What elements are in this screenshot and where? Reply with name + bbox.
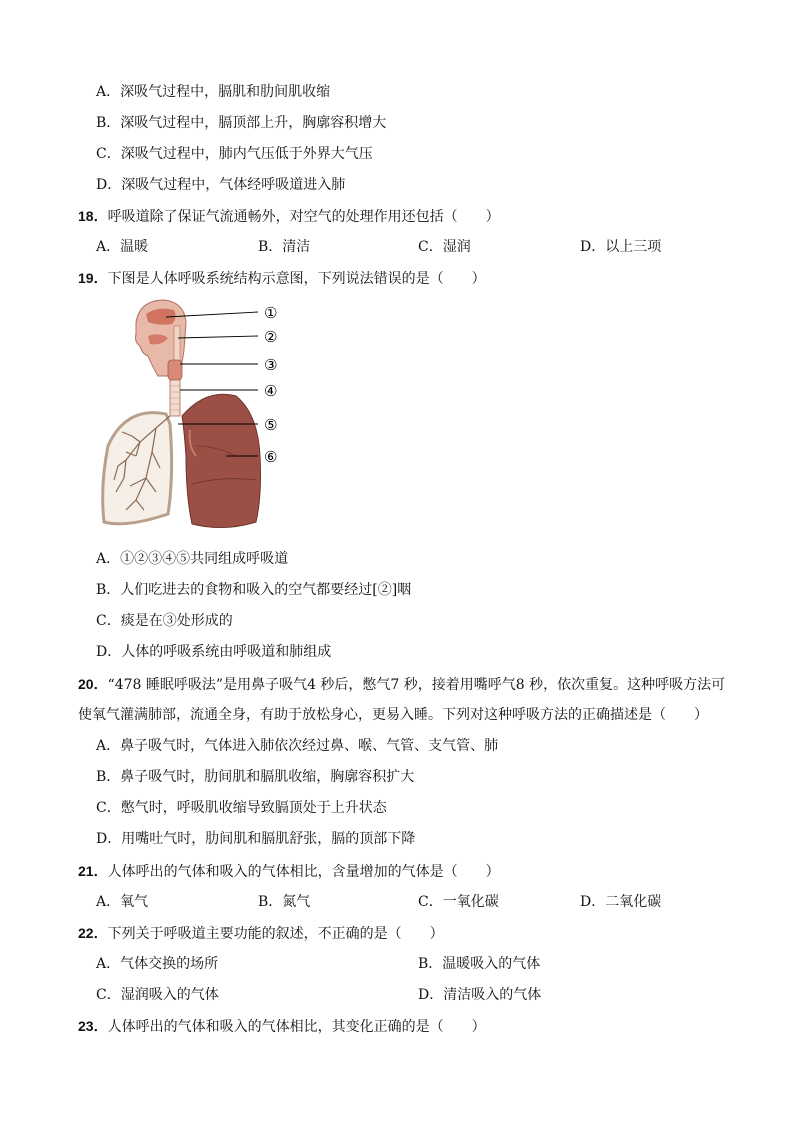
- q20-option-d: D．用嘴吐气时，肋间肌和膈肌舒张，膈的顶部下降: [96, 831, 416, 847]
- question-stem: 下图是人体呼吸系统结构示意图，下列说法错误的是（ ）: [107, 271, 486, 287]
- q19-option-c: C．痰是在③处形成的: [96, 613, 233, 629]
- question-23: [78, 1016, 486, 1037]
- q19-option-d: D．人体的呼吸系统由呼吸道和肺组成: [96, 644, 332, 660]
- question-number: 20．: [78, 676, 108, 692]
- q22-option-b: B．温暖吸入的气体: [418, 956, 541, 972]
- q17-option-b: B．深吸气过程中，膈顶部上升，胸廓容积增大: [96, 115, 387, 131]
- question-number: 18．: [78, 208, 108, 224]
- label-5: ⑤: [264, 416, 278, 434]
- question-20: [78, 674, 725, 695]
- q17-option-d: D．深吸气过程中，气体经呼吸道进入肺: [96, 177, 346, 193]
- q21-option-a: A．氧气: [96, 894, 149, 910]
- question-number: 22．: [78, 925, 108, 941]
- q18-option-a: A．温暖: [96, 239, 149, 255]
- q21-option-b: B．氮气: [258, 894, 311, 910]
- q18-option-c: C．湿润: [418, 239, 471, 255]
- question-stem: 呼吸道除了保证气流通畅外，对空气的处理作用还包括（ ）: [107, 209, 500, 225]
- q18-option-d: D．以上三项: [580, 239, 662, 255]
- question-stem-line1: “478 睡眠呼吸法”是用鼻子吸气4 秒后，憋气7 秒，接着用嘴呼气8 秒，依次重复。这种呼吸方法可: [107, 677, 726, 693]
- label-1: ①: [264, 304, 278, 322]
- label-6: ⑥: [264, 448, 278, 466]
- respiratory-system-diagram: [96, 296, 296, 536]
- q22-option-d: D．清洁吸入的气体: [418, 987, 542, 1003]
- q20-option-a: A．鼻子吸气时，气体进入肺依次经过鼻、喉、气管、支气管、肺: [96, 738, 499, 754]
- q21-option-d: D．二氧化碳: [580, 894, 662, 910]
- question-stem: 人体呼出的气体和吸入的气体相比，含量增加的气体是（ ）: [107, 864, 500, 880]
- q20-option-b: B．鼻子吸气时，肋间肌和膈肌收缩，胸廓容积扩大: [96, 769, 415, 785]
- larynx: [168, 360, 182, 380]
- right-lung: [182, 394, 261, 527]
- question-stem: 下列关于呼吸道主要功能的叙述，不正确的是（ ）: [107, 926, 444, 942]
- question-19: [78, 268, 486, 289]
- label-2: ②: [264, 328, 278, 346]
- q19-option-b: B．人们吃进去的食物和吸入的空气都要经过[②]咽: [96, 582, 412, 598]
- q18-option-b: B．清洁: [258, 239, 311, 255]
- q22-option-c: C．湿润吸入的气体: [96, 987, 219, 1003]
- question-number: 23．: [78, 1018, 108, 1034]
- question-number: 21．: [78, 863, 108, 879]
- q17-option-c: C．深吸气过程中，肺内气压低于外界大气压: [96, 146, 373, 162]
- question-stem: 人体呼出的气体和吸入的气体相比，其变化正确的是（ ）: [107, 1019, 486, 1035]
- left-lung-outline: [103, 413, 172, 524]
- q17-option-a: A．深吸气过程中，膈肌和肋间肌收缩: [96, 84, 331, 100]
- question-number: 19．: [78, 270, 108, 286]
- question-21: [78, 861, 500, 882]
- question-18: [78, 206, 500, 227]
- question-20-line2: 使氧气灌满肺部，流通全身，有助于放松身心，更易入睡。下列对这种呼吸方法的正确描述是（ ）: [78, 707, 708, 723]
- label-4: ④: [264, 382, 278, 400]
- label-3: ③: [264, 356, 278, 374]
- q20-option-c: C．憋气时，呼吸肌收缩导致膈顶处于上升状态: [96, 800, 387, 816]
- q19-option-a: A．①②③④⑤共同组成呼吸道: [96, 551, 289, 567]
- q21-option-c: C．一氧化碳: [418, 894, 499, 910]
- q22-option-a: A．气体交换的场所: [96, 956, 219, 972]
- question-22: [78, 923, 444, 944]
